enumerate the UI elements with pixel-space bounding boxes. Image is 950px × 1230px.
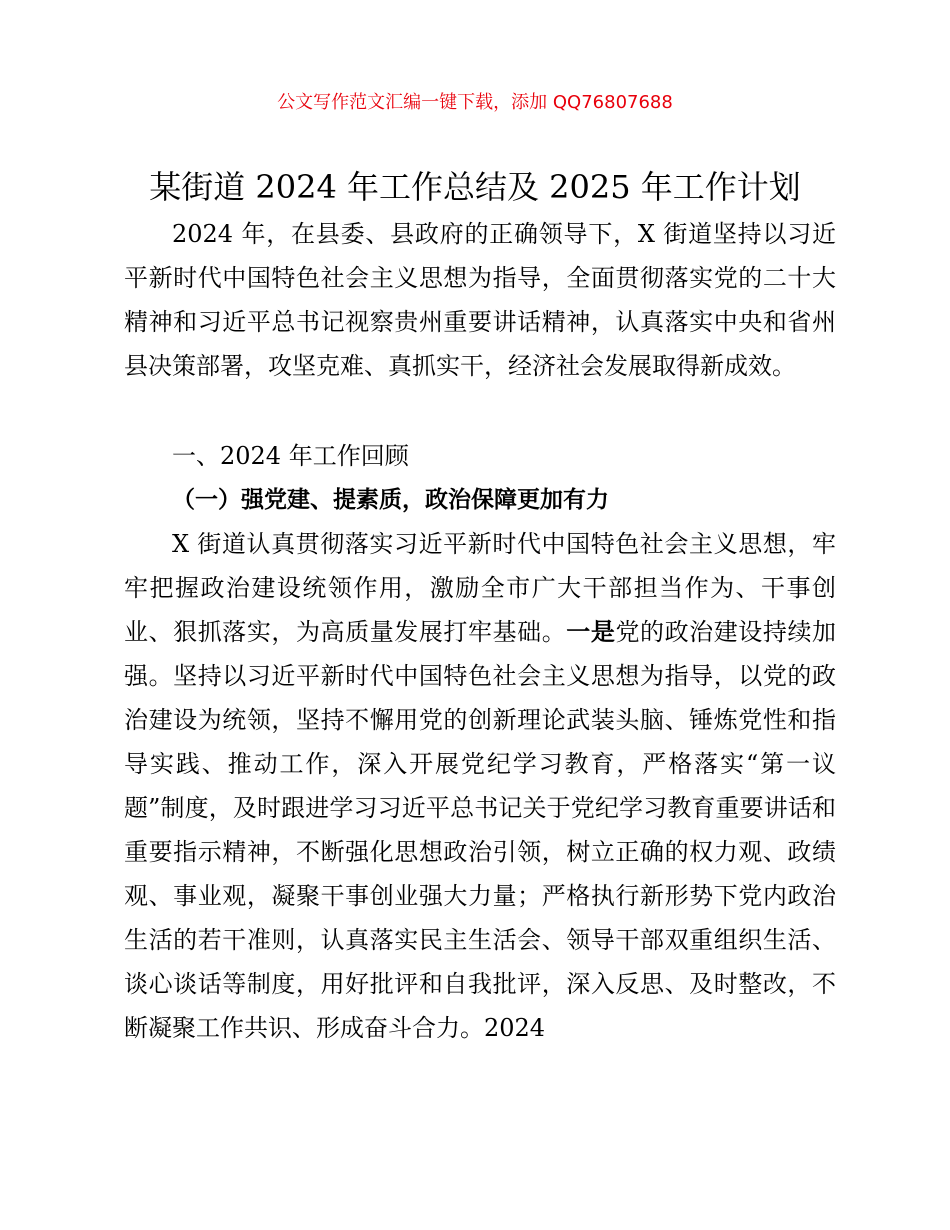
document-title: 某街道 2024 年工作总结及 2025 年工作计划 — [149, 168, 801, 206]
paragraph-text-part1: X 街道认真贯彻落实习近平新时代中国特色社会主义思想，牢牢把握政治建设统领作用，激励全市广大干部担当作为、干事创业、狠抓落实，为高质量发展打牢基础。 — [124, 530, 836, 646]
download-banner: 公文写作范文汇编一键下载，添加 QQ76807688 — [277, 92, 673, 113]
intro-paragraph: 2024 年，在县委、县政府的正确领导下，X 街道坚持以习近平新时代中国特色社会主义思想为指导，全面贯彻落实党的二十大精神和习近平总书记视察贵州重要讲话精神，认真落实中央和省州县决策部署，攻坚克难、真抓实干，经济社会发展取得新成效。 — [124, 220, 836, 380]
section-heading: 一、2024 年工作回顾 — [172, 442, 409, 470]
subsection-heading: （一）强党建、提素质，政治保障更加有力 — [172, 487, 609, 513]
section-paragraph — [124, 522, 836, 1050]
paragraph-lead-bold: 一是 — [566, 618, 616, 646]
paragraph-text-part2: 党的政治建设持续加强。坚持以习近平新时代中国特色社会主义思想为指导，以党的政治建设为统领，坚持不懈用党的创新理论武装头脑、锤炼党性和指导实践、推动工作，深入开展党纪学习教育，严格落实“第一议题”制度，及时跟进学习习近平总书记关于党纪学习教育重要讲话和重要指示精神，不断强化思想政治引领，树立正确的权力观、政绩观、事业观，凝聚干事创业强大力量；严格执行新形势下党内政治生活的若干准则，认真落实民主生活会、领导干部双重组织生活、谈心谈话等制度，用好批评和自我批评，深入反思、及时整改，不断凝聚工作共识、形成奋斗合力。2024 — [124, 618, 837, 1042]
